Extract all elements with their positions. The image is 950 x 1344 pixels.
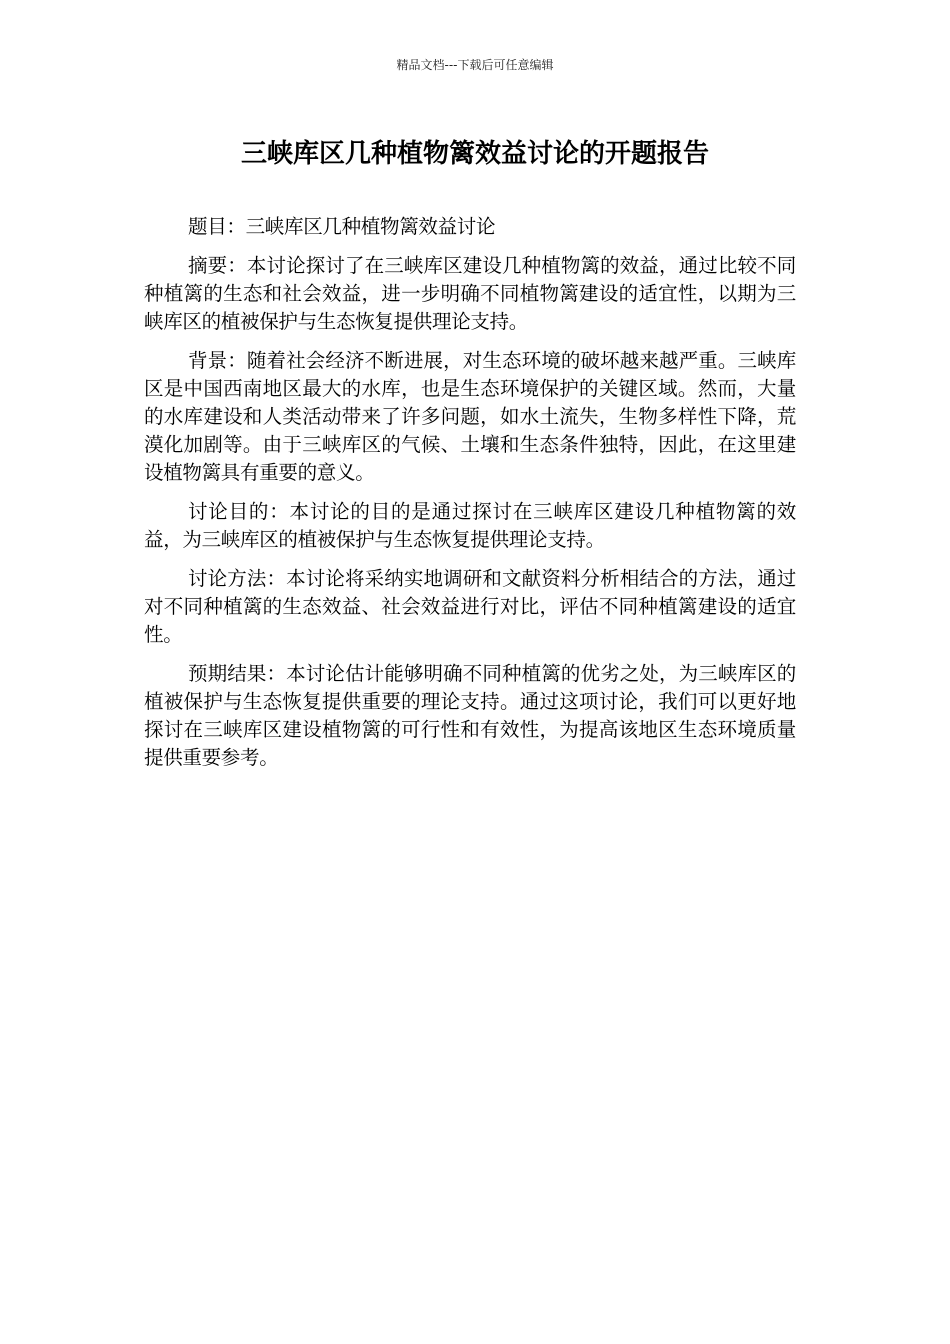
paragraph-topic: 题目：三峡库区几种植物篱效益讨论 bbox=[188, 215, 496, 238]
header-note: 精品文档---下载后可任意编辑 bbox=[396, 58, 554, 72]
paragraph-abstract: 摘要：本讨论探讨了在三峡库区建设几种植物篱的效益，通过比较不同种植篱的生态和社会效益，进一步明确不同植物篱建设的适宜性，以期为三峡库区的植被保护与生态恢复提供理论支持。 bbox=[144, 254, 796, 333]
paragraph-method: 讨论方法：本讨论将采纳实地调研和文献资料分析相结合的方法，通过对不同种植篱的生态效益、社会效益进行对比，评估不同种植篱建设的适宜性。 bbox=[144, 567, 796, 646]
paragraph-background: 背景：随着社会经济不断进展，对生态环境的破坏越来越严重。三峡库区是中国西南地区最大的水库，也是生态环境保护的关键区域。然而，大量的水库建设和人类活动带来了许多问题，如水土流失，生物多样性下降，荒漠化加剧等。由于三峡库区的气候、土壤和生态条件独特，因此，在这里建设植物篱具有重要的意义。 bbox=[144, 349, 796, 484]
document-body bbox=[144, 213, 796, 783]
paragraph-expected-results: 预期结果：本讨论估计能够明确不同种植篱的优劣之处，为三峡库区的植被保护与生态恢复提供重要的理论支持。通过这项讨论，我们可以更好地探讨在三峡库区建设植物篱的可行性和有效性，为提高该地区生态环境质量提供重要参考。 bbox=[144, 662, 796, 769]
document-title: 三峡库区几种植物篱效益讨论的开题报告 bbox=[240, 139, 709, 169]
paragraph-purpose: 讨论目的：本讨论的目的是通过探讨在三峡库区建设几种植物篱的效益，为三峡库区的植被保护与生态恢复提供理论支持。 bbox=[144, 500, 796, 551]
